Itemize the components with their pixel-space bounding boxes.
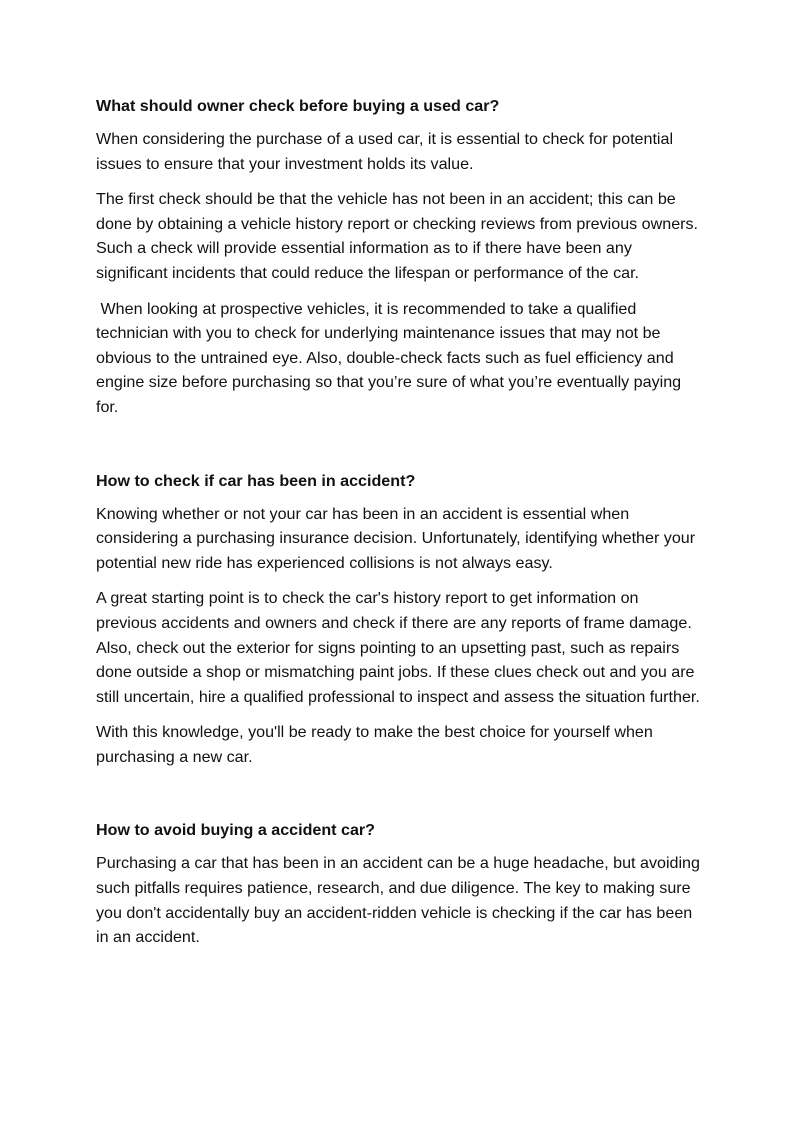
paragraph: When considering the purchase of a used car, it is essential to check for potential issues to ensure that your investment holds its value. bbox=[96, 130, 678, 173]
paragraph: With this knowledge, you'll be ready to make the best choice for yourself when purchasing a new car. bbox=[96, 723, 658, 766]
paragraph: When looking at prospective vehicles, it is recommended to take a qualified technician with you to check for underlying maintenance issues that may not be obvious to the untrained eye. Also, double-check facts such as fuel efficiency and engine size before purchasing so that you’re sure of what you’re eventually paying for. bbox=[96, 299, 686, 416]
section-accident-check bbox=[96, 469, 702, 770]
paragraph: Knowing whether or not your car has been in an accident is essential when considering a purchasing insurance decision. Unfortunately, identifying whether your potential new ride has experienced collisions is not always easy. bbox=[96, 504, 700, 572]
section-used-car-checks bbox=[96, 94, 702, 420]
paragraph: A great starting point is to check the car's history report to get information on previous accidents and owners and check if there are any reports of frame damage. Also, check out the exterior for signs pointing to an upsetting past, such as repairs done outside a shop or mismatching paint jobs. If these clues check out and you are still uncertain, hire a qualified professional to inspect and assess the situation further. bbox=[96, 589, 700, 706]
section-spacer bbox=[96, 780, 702, 818]
paragraph: The first check should be that the vehicle has not been in an accident; this can be done by obtaining a vehicle history report or checking reviews from previous owners. Such a check will provide essential information as to if there have been any significant incidents that could reduce the lifespan or performance of the car. bbox=[96, 190, 703, 282]
paragraph: Purchasing a car that has been in an accident can be a huge headache, but avoiding such pitfalls requires patience, research, and due diligence. The key to making sure you don't accidentally buy an accident-ridden vehicle is checking if the car has been in an accident. bbox=[96, 854, 705, 947]
section-heading: What should owner check before buying a used car? bbox=[96, 97, 500, 115]
section-heading: How to check if car has been in accident? bbox=[96, 471, 416, 490]
section-spacer bbox=[96, 431, 702, 469]
document-page bbox=[96, 94, 705, 961]
section-avoid-accident-car bbox=[96, 818, 705, 949]
section-heading: How to avoid buying a accident car? bbox=[96, 821, 376, 840]
